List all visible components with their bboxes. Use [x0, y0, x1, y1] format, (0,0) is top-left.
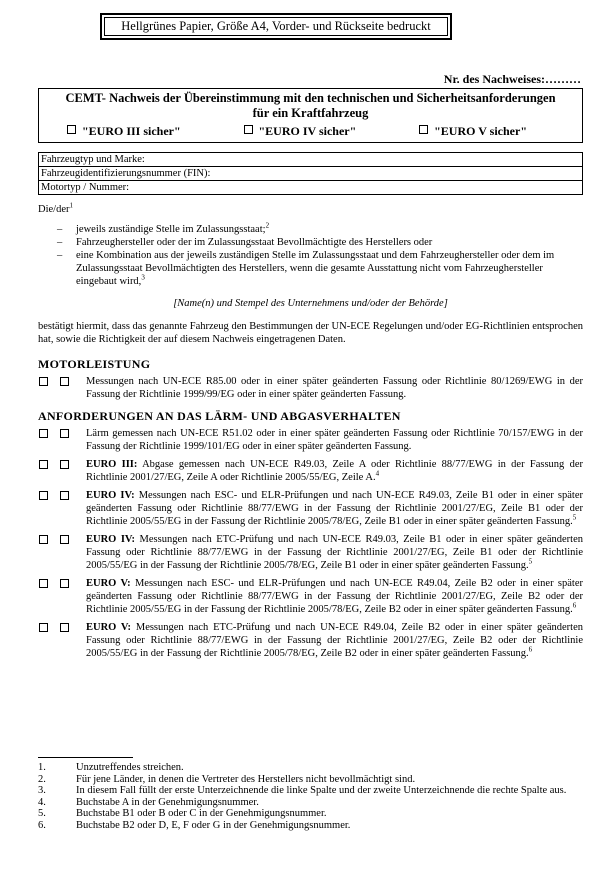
checkbox-icon[interactable]: [60, 429, 69, 438]
checkbox-icon[interactable]: [39, 535, 48, 544]
checkbox-icon[interactable]: [419, 125, 428, 134]
section-heading-noise-exhaust: ANFORDERUNGEN AN DAS LÄRM- UND ABGASVERHALTEN: [38, 409, 401, 423]
paper-spec-text: Hellgrünes Papier, Größe A4, Vorder- und Rückseite bedruckt: [104, 17, 448, 36]
checkbox-icon[interactable]: [60, 377, 69, 386]
field-vehicle-type[interactable]: Fahrzeugtyp und Marke:: [39, 153, 582, 167]
footnote: 3. In diesem Fall füllt der erste Unterzeichnende die linke Spalte und der zweite Unterzeichnende die rechte Spalte aus.: [38, 785, 567, 796]
checkbox-icon[interactable]: [60, 623, 69, 632]
cemt-title-line1: CEMT- Nachweis der Übereinstimmung mit den technischen und Sicherheitsanforderungen: [65, 91, 556, 105]
checkbox-icon[interactable]: [60, 460, 69, 469]
footnote: 5. Buchstabe B1 oder B oder C in der Genehmigungsnummer.: [38, 808, 327, 819]
paper-spec-box: [100, 13, 452, 40]
footnote: 6. Buchstabe B2 oder D, E, F oder G in der Genehmigungsnummer.: [38, 819, 351, 831]
checkbox-icon[interactable]: [244, 125, 253, 134]
euro-options: [39, 124, 582, 139]
cemt-title-box: [38, 88, 583, 143]
certificate-number-label: Nr. des Nachweises:………: [443, 72, 581, 86]
list-item: EURO V: Messungen nach ESC- und ELR-Prüfungen und nach UN-ECE R49.04, Zeile B2 oder in einer später geänderten Fassung oder Richtlinie 88/77/EWG in der Fassung der Richtlinie 2001/27/EG, Zeile B2 oder der Richtlinie 2005/55/EG in der Fassung der Richtlinie 2005/78/EG, Zeile B2 oder in einer später geänderten Fassung.$^6$: [38, 577, 583, 616]
checkbox-icon[interactable]: [39, 579, 48, 588]
list-item: EURO III: Abgase gemessen nach UN-ECE R49.03, Zeile A oder Richtlinie 88/77/EWG in der Fassung der Richtlinie 2001/27/EG, Zeile A oder Richtlinie 2005/55/EG, Zeile A.$^4$: [38, 458, 583, 484]
checkbox-icon[interactable]: [67, 125, 76, 134]
option-euro-iv[interactable]: "EURO IV sicher": [244, 124, 357, 139]
dash-item: – jeweils zuständige Stelle im Zulassungsstaat;$^2$: [38, 223, 583, 236]
checkbox-icon[interactable]: [39, 491, 48, 500]
list-item: EURO IV: Messungen nach ESC- und ELR-Prüfungen und nach UN-ECE R49.03, Zeile B1 oder in einer später geänderten Fassung oder Richtlinie 88/77/EWG in der Fassung der Richtlinie 2001/27/EG, Zeile B1 oder der Richtlinie 2005/55/EG in der Fassung der Richtlinie 2005/78/EG, Zeile B1 oder in einer später geänderten Fassung.$^5$: [38, 489, 583, 528]
checkbox-icon[interactable]: [39, 460, 48, 469]
die-der-line: Die/der$^1$: [38, 201, 73, 215]
footnotes: [38, 757, 583, 831]
dash-item: – Fahrzeughersteller oder der im Zulassungsstaat Bevollmächtigte des Herstellers oder: [38, 236, 583, 249]
checkbox-icon[interactable]: [39, 377, 48, 386]
section-heading-engine-power: MOTORLEISTUNG: [38, 357, 151, 371]
list-item: EURO V: Messungen nach ETC-Prüfung und nach UN-ECE R49.04, Zeile B2 oder in einer später geänderten Fassung oder Richtlinie 88/77/EWG in der Fassung der Richtlinie 2001/27/EG, Zeile B2 oder der Richtlinie 2005/55/EG in der Fassung der Richtlinie 2005/78/EG, Zeile B2 oder in einer später geänderten Fassung.$^6$: [38, 621, 583, 660]
checkbox-icon[interactable]: [39, 623, 48, 632]
field-engine-type[interactable]: Motortyp / Nummer:: [41, 182, 130, 193]
footnote-divider: [38, 757, 133, 758]
checkbox-icon[interactable]: [60, 579, 69, 588]
dash-list: [38, 223, 583, 288]
list-item: Messungen nach UN-ECE R85.00 oder in einer später geänderten Fassung oder Richtlinie 80/1269/EWG in der Fassung der Richtlinie 1999/99/EG oder in einer später geänderten Fassung.: [38, 375, 583, 401]
cemt-title-line2: für ein Kraftfahrzeug: [252, 106, 369, 120]
checkbox-icon[interactable]: [60, 491, 69, 500]
option-euro-v[interactable]: "EURO V sicher": [419, 124, 527, 139]
field-vin[interactable]: Fahrzeugidentifizierungsnummer (FIN):: [39, 167, 582, 181]
dash-item: – eine Kombination aus der jeweils zuständigen Stelle im Zulassungsstaat und dem Fahrzeughersteller oder dem im Zulassungsstaat Bevollmächtigten des Herstellers, wenn die gesamte Ausstattung nicht vom Fahrzeughersteller eingebaut wird,$^3$: [38, 249, 583, 288]
list-item: EURO IV: Messungen nach ETC-Prüfung und nach UN-ECE R49.03, Zeile B1 oder in einer später geänderten Fassung oder Richtlinie 88/77/EWG in der Fassung der Richtlinie 2001/27/EG, Zeile B1 oder der Richtlinie 2005/55/EG in der Fassung der Richtlinie 2005/78/EG, Zeile B1 oder in einer später geänderten Fassung.$^5$: [38, 533, 583, 572]
list-item: Lärm gemessen nach UN-ECE R51.02 oder in einer später geänderten Fassung oder Richtlinie 70/157/EWG in der Fassung der Richtlinie 1999/101/EG oder in einer später geänderten Fassung.: [38, 427, 583, 453]
document-body: [38, 203, 583, 660]
checkbox-icon[interactable]: [60, 535, 69, 544]
footnote: 1. Unzutreffendes streichen.: [38, 762, 184, 773]
footnote: 2. Für jene Länder, in denen die Vertreter des Herstellers nicht bevollmächtigt sind.: [38, 773, 416, 785]
stamp-line: [Name(n) und Stempel des Unternehmens und/oder der Behörde]: [173, 298, 448, 309]
option-euro-iii[interactable]: "EURO III sicher": [67, 124, 181, 139]
footnote: 4. Buchstabe A in der Genehmigungsnummer.: [38, 796, 259, 808]
vehicle-fields-table: [38, 152, 583, 195]
confirmation-text: bestätigt hiermit, dass das genannte Fahrzeug den Bestimmungen der UN-ECE Regelungen und/oder EG-Richtlinien entsprochen hat, sowie die Richtigkeit der auf diesem Nachweis eingetragenen Daten.: [38, 321, 583, 345]
checkbox-icon[interactable]: [39, 429, 48, 438]
